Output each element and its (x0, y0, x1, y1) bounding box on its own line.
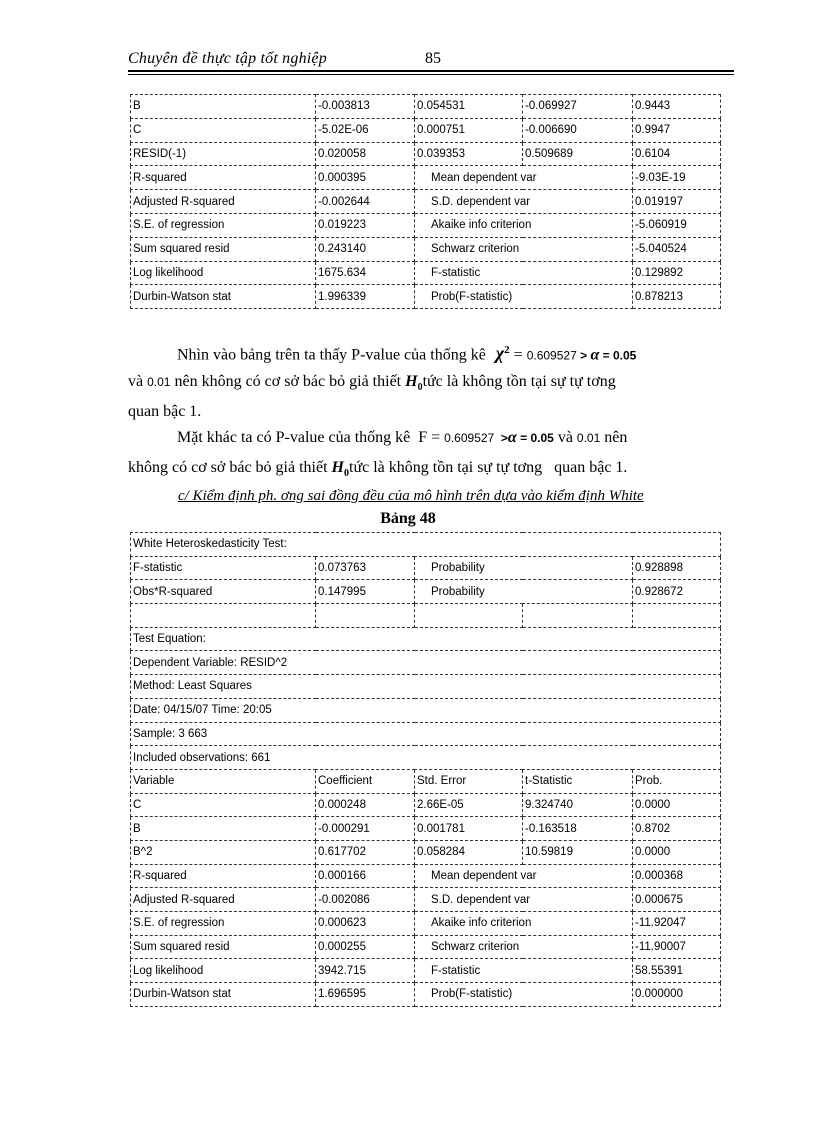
stat-row (131, 935, 721, 959)
table-cell: -0.003813 (316, 95, 415, 119)
h-symbol: H (405, 373, 418, 390)
stat-label: S.D. dependent var (415, 190, 633, 214)
empty-cell (415, 604, 523, 628)
empty-cell (131, 604, 316, 628)
stat-row (131, 912, 721, 936)
paragraph-5 (128, 458, 738, 484)
white-test-table (130, 532, 721, 1007)
empty-cell (316, 604, 415, 628)
chi-exponent: 2 (504, 344, 510, 356)
table1-body (131, 95, 721, 309)
stat-label: Log likelihood (131, 261, 316, 285)
stat-value: 0.000368 (633, 864, 721, 888)
stat-value: 1.996339 (316, 285, 415, 309)
para2-text-b: nên không có cơ sở bác bỏ giả thiết (170, 373, 406, 390)
column-header: Coefficient (316, 769, 415, 793)
para4-gt: > (494, 431, 508, 445)
header-title: Chuyên đề thực tập tốt nghiệp (128, 50, 327, 67)
info-row (131, 675, 721, 699)
info-cell: Date: 04/15/07 Time: 20:05 (131, 698, 721, 722)
table-cell: 0.9947 (633, 118, 721, 142)
para2-value: 0.01 (147, 375, 171, 389)
table-cell: -0.163518 (523, 817, 633, 841)
table-cell: 0.509689 (523, 142, 633, 166)
stat-label: R-squared (131, 864, 316, 888)
para1-eq: = (509, 346, 527, 364)
info-row (131, 722, 721, 746)
column-header: Variable (131, 769, 316, 793)
empty-cell (633, 604, 721, 628)
table-caption: Bảng 48 (380, 510, 436, 527)
page-number: 85 (425, 50, 441, 67)
h-subscript-2: 0 (344, 468, 349, 480)
stat-label: Probability (415, 556, 633, 580)
stat-row (131, 213, 721, 237)
stat-value: -5.040524 (633, 237, 721, 261)
info-cell: Dependent Variable: RESID^2 (131, 651, 721, 675)
stat-value: 0.000675 (633, 888, 721, 912)
stat-label: Schwarz criterion (415, 237, 633, 261)
info-cell: Included observations: 661 (131, 746, 721, 770)
stat-label: F-statistic (415, 261, 633, 285)
stat-label: Mean dependent var (415, 166, 633, 190)
table-cell: 0.0000 (633, 793, 721, 817)
table-row (131, 118, 721, 142)
stat-label: Akaike info criterion (415, 213, 633, 237)
stat-value: 0.147995 (316, 580, 415, 604)
para5-text-a: không có cơ sở bác bỏ giả thiết (128, 459, 332, 476)
stat-row (131, 959, 721, 983)
table2-body (131, 533, 721, 1007)
page-header (128, 48, 734, 78)
stat-label: Mean dependent var (415, 864, 633, 888)
stat-row (131, 864, 721, 888)
info-row (131, 651, 721, 675)
stat-value: -11.92047 (633, 912, 721, 936)
stat-value: 0.019197 (633, 190, 721, 214)
table-cell: 0.020058 (316, 142, 415, 166)
stat-label: Sum squared resid (131, 237, 316, 261)
stat-row (131, 888, 721, 912)
stat-value: 0.000395 (316, 166, 415, 190)
stat-label: Sum squared resid (131, 935, 316, 959)
table-cell: 0.039353 (415, 142, 523, 166)
stat-value: 0.000255 (316, 935, 415, 959)
chi-symbol: χ (495, 343, 505, 364)
stat-row (131, 190, 721, 214)
column-header: Std. Error (415, 769, 523, 793)
stat-label: Schwarz criterion (415, 935, 633, 959)
para5-text-b: tức là không tồn tại sự tự tơng quan bậc 1. (349, 459, 628, 476)
stat-label: Adjusted R-squared (131, 190, 316, 214)
table-title: White Heteroskedasticity Test: (131, 533, 721, 557)
para4-text-c: nên (600, 429, 628, 446)
para1-alpha-value: = 0.05 (599, 348, 637, 363)
stat-value: 0.000166 (316, 864, 415, 888)
table-cell: 9.324740 (523, 793, 633, 817)
table-title-row (131, 533, 721, 557)
stat-value: 0.928898 (633, 556, 721, 580)
table-row (131, 142, 721, 166)
table-cell: 0.8702 (633, 817, 721, 841)
stat-row (131, 580, 721, 604)
empty-row (131, 604, 721, 628)
section-heading-white-test: c/ Kiểm định ph. ơng sai đồng đều của mô hình trên dựa vào kiểm định White (178, 488, 644, 504)
stat-row (131, 983, 721, 1007)
table-row (131, 793, 721, 817)
table-cell: 0.6104 (633, 142, 721, 166)
para2-text-a: và (128, 373, 148, 390)
table-cell: C (131, 118, 316, 142)
stat-value: 1.696595 (316, 983, 415, 1007)
para1-gt: > (576, 348, 591, 363)
table-cell: B^2 (131, 840, 316, 864)
stat-value: 0.928672 (633, 580, 721, 604)
table-row (131, 840, 721, 864)
table-cell: 0.9443 (633, 95, 721, 119)
stat-value: 0.073763 (316, 556, 415, 580)
table-cell: B (131, 95, 316, 119)
table-cell: -0.000291 (316, 817, 415, 841)
table-cell: RESID(-1) (131, 142, 316, 166)
column-header: t-Statistic (523, 769, 633, 793)
table-cell: -0.069927 (523, 95, 633, 119)
stat-label: Akaike info criterion (415, 912, 633, 936)
table-cell: 0.617702 (316, 840, 415, 864)
stat-row (131, 285, 721, 309)
table-cell: 10.59819 (523, 840, 633, 864)
para4-value: 0.609527 (444, 431, 495, 445)
table-cell: B (131, 817, 316, 841)
info-cell: Test Equation: (131, 627, 721, 651)
stat-value: 0.129892 (633, 261, 721, 285)
table-cell: 0.054531 (415, 95, 523, 119)
table-cell: 0.0000 (633, 840, 721, 864)
stat-row (131, 261, 721, 285)
info-row (131, 627, 721, 651)
table-cell: C (131, 793, 316, 817)
info-row (131, 746, 721, 770)
table-cell: 0.000751 (415, 118, 523, 142)
table-cell: 2.66E-05 (415, 793, 523, 817)
stat-value: 0.000000 (633, 983, 721, 1007)
column-header-row (131, 769, 721, 793)
paragraph-1 (177, 340, 787, 365)
para1-value: 0.609527 (526, 348, 577, 363)
h-symbol-2: H (331, 459, 344, 476)
paragraph-2 (128, 372, 738, 398)
stat-row (131, 166, 721, 190)
stat-value: -0.002644 (316, 190, 415, 214)
stat-value: 0.878213 (633, 285, 721, 309)
header-rule-thick (128, 70, 734, 72)
table-cell: 0.058284 (415, 840, 523, 864)
table-row (131, 817, 721, 841)
h-subscript: 0 (417, 382, 423, 394)
stat-label: S.E. of regression (131, 213, 316, 237)
alpha-symbol-2: α (507, 429, 517, 446)
stat-value: -9.03E-19 (633, 166, 721, 190)
stat-value: 58.55391 (633, 959, 721, 983)
stat-label: Durbin-Watson stat (131, 983, 316, 1007)
stat-value: 0.000623 (316, 912, 415, 936)
para1-text: Nhìn vào bảng trên ta thấy P-value của thống kê (177, 346, 486, 364)
regression-table-1 (130, 94, 721, 309)
alpha-symbol: α (590, 346, 600, 364)
stat-label: Prob(F-statistic) (415, 983, 633, 1007)
stat-value: -11.90007 (633, 935, 721, 959)
stat-value: -0.002086 (316, 888, 415, 912)
info-cell: Method: Least Squares (131, 675, 721, 699)
paragraph-3: quan bậc 1. (128, 403, 202, 420)
info-row (131, 698, 721, 722)
para4-text-a: Mặt khác ta có P-value của thống kê F = (177, 429, 445, 446)
table-cell: -0.006690 (523, 118, 633, 142)
stat-label: R-squared (131, 166, 316, 190)
para4-text-b: và (553, 429, 577, 446)
stat-label: Durbin-Watson stat (131, 285, 316, 309)
para4-value-2: 0.01 (576, 431, 601, 445)
stat-value: 1675.634 (316, 261, 415, 285)
table-row (131, 95, 721, 119)
stat-value: 3942.715 (316, 959, 415, 983)
table-cell: 0.000248 (316, 793, 415, 817)
empty-cell (523, 604, 633, 628)
stat-label: F-statistic (131, 556, 316, 580)
stat-label: F-statistic (415, 959, 633, 983)
stat-label: Prob(F-statistic) (415, 285, 633, 309)
stat-row (131, 556, 721, 580)
stat-label: Adjusted R-squared (131, 888, 316, 912)
stat-label: Log likelihood (131, 959, 316, 983)
stat-label: S.D. dependent var (415, 888, 633, 912)
header-rule-thin (128, 74, 734, 75)
stat-label: Probability (415, 580, 633, 604)
stat-value: -5.060919 (633, 213, 721, 237)
info-cell: Sample: 3 663 (131, 722, 721, 746)
stat-label: Obs*R-squared (131, 580, 316, 604)
para4-alpha-value: = 0.05 (516, 431, 554, 445)
stat-value: 0.243140 (316, 237, 415, 261)
stat-value: 0.019223 (316, 213, 415, 237)
table-cell: 0.001781 (415, 817, 523, 841)
stat-label: S.E. of regression (131, 912, 316, 936)
stat-row (131, 237, 721, 261)
table-cell: -5.02E-06 (316, 118, 415, 142)
column-header: Prob. (633, 769, 721, 793)
paragraph-4 (177, 428, 787, 448)
para2-text-c: tức là không tồn tại sự tự tơng (422, 373, 616, 390)
